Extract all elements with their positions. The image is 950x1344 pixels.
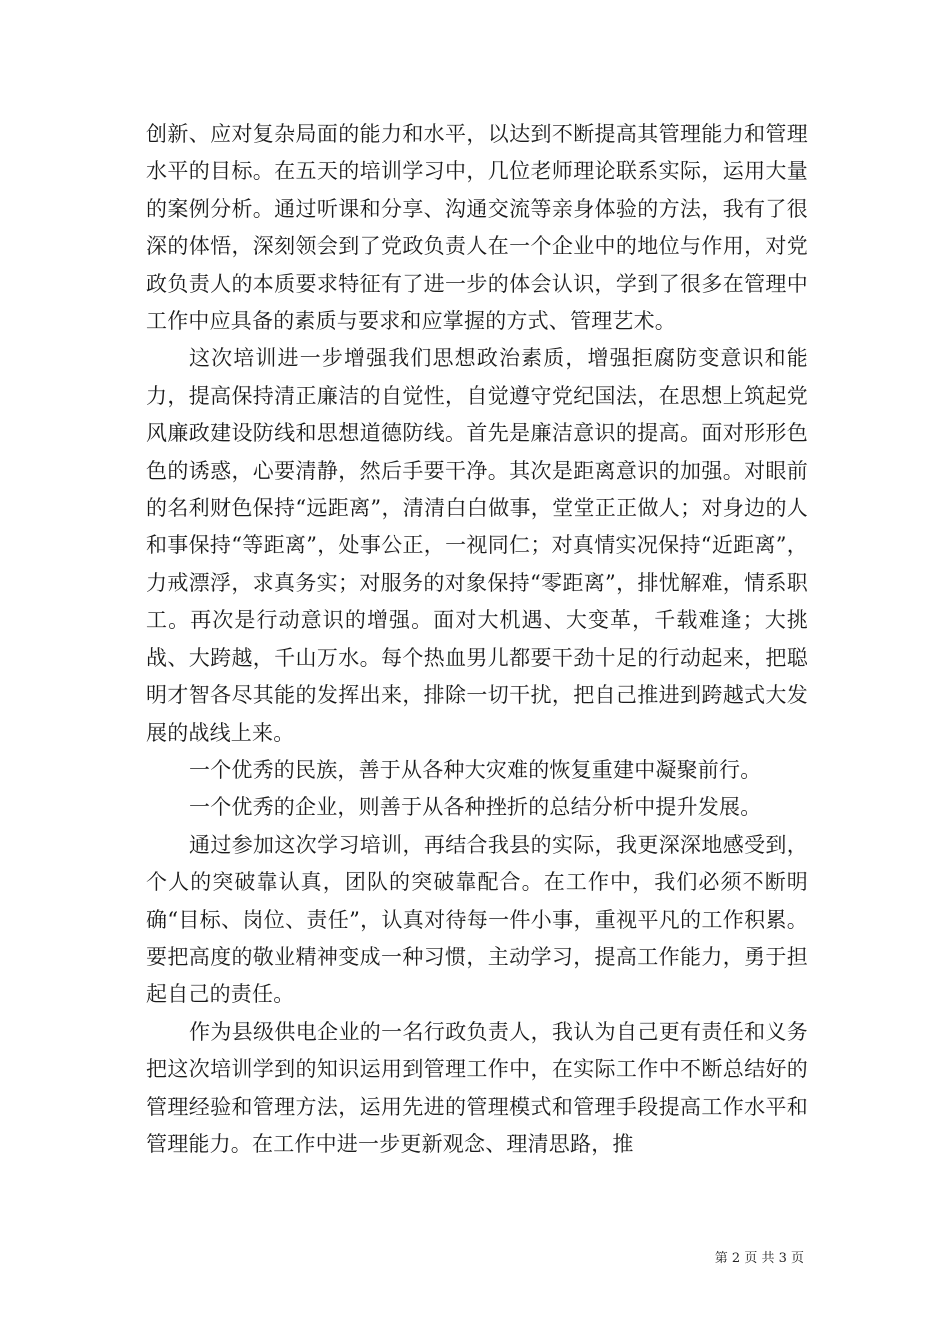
document-body <box>146 116 808 1163</box>
paragraph-3: 一个优秀的民族，善于从各种大灾难的恢复重建中凝聚前行。 <box>189 757 762 782</box>
paragraph-1: 创新、应对复杂局面的能力和水平，以达到不断提高其管理能力和管理水平的目标。在五天的培训学习中，几位老师理论联系实际，运用大量的案例分析。通过听课和分享、沟通交流等亲身体验的方法，我有了很深的体悟，深刻领会到了党政负责人在一个企业中的地位与作用，对党政负责人的本质要求特征有了进一步的体会认识，学到了很多在管理中工作中应具备的素质与要求和应掌握的方式、管理艺术。 <box>146 122 808 334</box>
paragraph-5: 通过参加这次学习培训，再结合我县的实际，我更深深地感受到，个人的突破靠认真，团队的突破靠配合。在工作中，我们必须不断明确“目标、岗位、责任”，认真对待每一件小事，重视平凡的工作积累。要把高度的敬业精神变成一种习惯，主动学习，提高工作能力，勇于担起自己的责任。 <box>146 832 808 1007</box>
paragraph-2: 这次培训进一步增强我们思想政治素质，增强拒腐防变意识和能力，提高保持清正廉洁的自觉性，自觉遵守党纪国法，在思想上筑起党风廉政建设防线和思想道德防线。首先是廉洁意识的提高。面对形形色色的诱惑，心要清静，然后手要干净。其次是距离意识的加强。对眼前的名利财色保持“远距离”，清清白白做事，堂堂正正做人；对身边的人和事保持“等距离”，处事公正，一视同仁；对真情实况保持“近距离”，力戒漂浮，求真务实；对服务的对象保持“零距离”，排忧解难，情系职工。再次是行动意识的增强。面对大机遇、大变革，千载难逢；大挑战、大跨越，千山万水。每个热血男儿都要干劲十足的行动起来，把聪明才智各尽其能的发挥出来，排除一切干扰，把自己推进到跨越式大发展的战线上来。 <box>146 346 808 745</box>
paragraph-6: 作为县级供电企业的一名行政负责人，我认为自己更有责任和义务把这次培训学到的知识运用到管理工作中，在实际工作中不断总结好的管理经验和管理方法，运用先进的管理模式和管理手段提高工作水平和管理能力。在工作中进一步更新观念、理清思路，推 <box>146 1019 808 1156</box>
page-number-footer: 第 2 页 共 3 页 <box>714 1251 804 1266</box>
paragraph-4: 一个优秀的企业，则善于从各种挫折的总结分析中提升发展。 <box>189 795 762 820</box>
